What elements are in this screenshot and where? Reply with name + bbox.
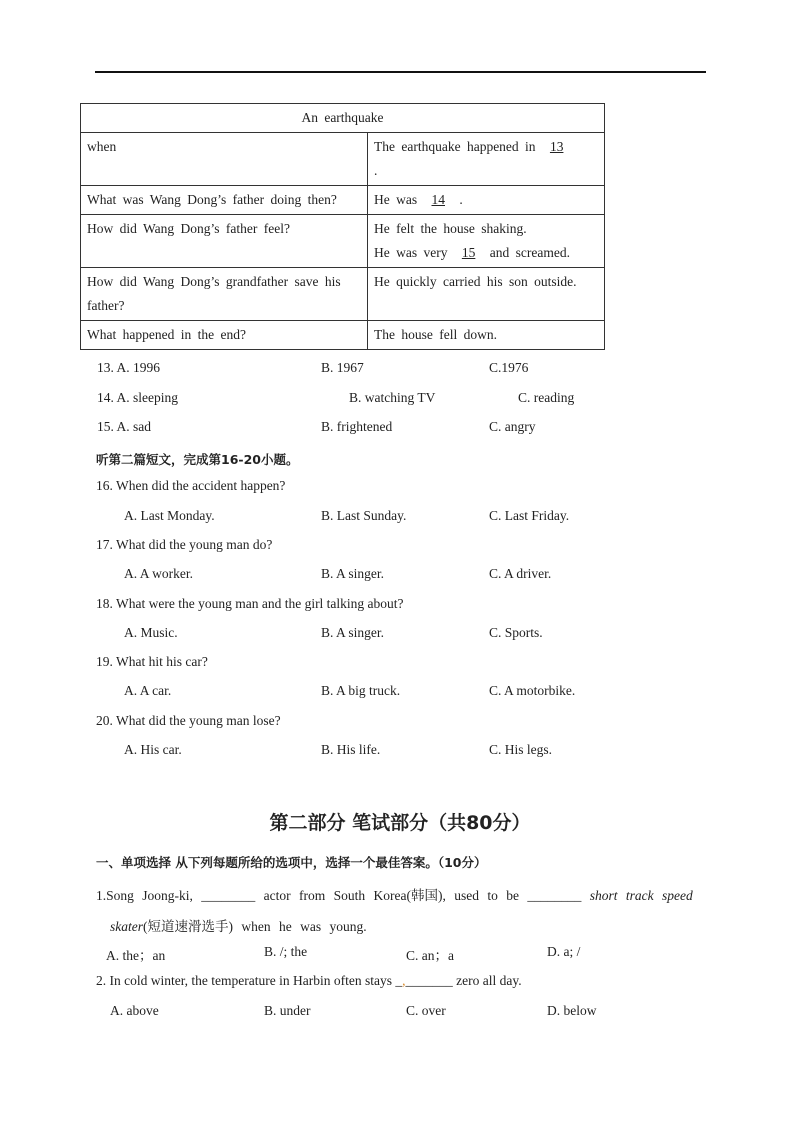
answer-text: . xyxy=(374,163,378,178)
option-1a[interactable]: A. the；an xyxy=(106,948,166,963)
option-17b[interactable]: B. A singer. xyxy=(321,566,385,581)
option-1b[interactable]: B. /; the xyxy=(264,944,308,959)
table-question: How did Wang Dong’s grandfather save his father? xyxy=(81,268,368,321)
section-one-heading: 一、单项选择 从下列每题所给的选项中，选择一个最佳答案。（10分） xyxy=(96,855,487,870)
option-1d[interactable]: D. a; / xyxy=(547,944,581,959)
table-row xyxy=(81,186,605,215)
option-20a[interactable]: A. His car. xyxy=(124,742,182,757)
option-15a[interactable]: 15. A. sad xyxy=(97,419,151,434)
question-16: 16. When did the accident happen? xyxy=(96,478,286,493)
table-answer xyxy=(368,186,605,215)
option-20c[interactable]: C. His legs. xyxy=(489,742,553,757)
answer-text: and screamed. xyxy=(489,245,570,260)
answer-text: The earthquake happened in xyxy=(374,139,536,154)
option-20b[interactable]: B. His life. xyxy=(321,742,381,757)
table-row xyxy=(81,133,605,186)
option-15c[interactable]: C. angry xyxy=(489,419,536,434)
question-1-line1 xyxy=(96,884,693,904)
earthquake-table xyxy=(80,103,605,350)
option-14c[interactable]: C. reading xyxy=(518,390,575,405)
table-question: How did Wang Dong’s father feel? xyxy=(81,215,368,268)
table-row xyxy=(81,321,605,350)
answer-text: . xyxy=(459,192,463,207)
option-13c[interactable]: C.1976 xyxy=(489,360,529,375)
option-17a[interactable]: A. A worker. xyxy=(124,566,193,581)
option-16c[interactable]: C. Last Friday. xyxy=(489,508,570,523)
answer-blank[interactable]: ________ xyxy=(527,888,582,903)
option-1c[interactable]: C. an；a xyxy=(406,948,454,963)
blank-14: 14 xyxy=(431,192,445,207)
table-question: What was Wang Dong’s father doing then? xyxy=(81,186,368,215)
option-2d[interactable]: D. below xyxy=(547,1003,597,1018)
option-18a[interactable]: A. Music. xyxy=(124,625,178,640)
table-answer: The house fell down. xyxy=(368,321,605,350)
q1-text: actor from South Korea(韩国), used to be xyxy=(263,888,519,903)
blank-13: 13 xyxy=(549,139,564,154)
table-row xyxy=(81,215,605,268)
q2-text: 2. In cold winter, the temperature in Harbin often stays xyxy=(96,973,392,988)
option-2c[interactable]: C. over xyxy=(406,1003,446,1018)
option-17c[interactable]: C. A driver. xyxy=(489,566,552,581)
option-13b[interactable]: B. 1967 xyxy=(321,360,364,375)
option-19b[interactable]: B. A big truck. xyxy=(321,683,401,698)
option-19a[interactable]: A. A car. xyxy=(124,683,172,698)
table-answer xyxy=(368,133,605,186)
section2-heading: 听第二篇短文，完成第16-20小题。 xyxy=(96,452,299,467)
table-title: An earthquake xyxy=(81,104,605,133)
option-15b[interactable]: B. frightened xyxy=(321,419,393,434)
table-answer: He quickly carried his son outside. xyxy=(368,268,605,321)
option-18c[interactable]: C. Sports. xyxy=(489,625,543,640)
question-17: 17. What did the young man do? xyxy=(96,537,273,552)
table-question: when xyxy=(81,133,368,186)
table-question: What happened in the end? xyxy=(81,321,368,350)
table-row xyxy=(81,268,605,321)
question-2 xyxy=(96,973,522,989)
question-19: 19. What hit his car? xyxy=(96,654,208,669)
option-2b[interactable]: B. under xyxy=(264,1003,311,1018)
q2-text: zero all day. xyxy=(456,973,522,988)
question-20: 20. What did the young man lose? xyxy=(96,713,281,728)
answer-text: He was very xyxy=(374,245,448,260)
option-16a[interactable]: A. Last Monday. xyxy=(124,508,215,523)
part2-title: 第二部分 笔试部分（共80分） xyxy=(269,812,531,834)
option-16b[interactable]: B. Last Sunday. xyxy=(321,508,407,523)
answer-blank[interactable]: _,_______ xyxy=(395,973,453,988)
blank-15: 15 xyxy=(461,245,476,260)
q1-text: short track speed xyxy=(589,888,693,903)
top-rule xyxy=(95,71,706,73)
answer-text: He was xyxy=(374,192,418,207)
q1-text: skater xyxy=(110,919,143,934)
option-14b[interactable]: B. watching TV xyxy=(349,390,436,405)
question-1-line2 xyxy=(110,915,367,935)
q1-text: (短道速滑选手) when he was young. xyxy=(143,919,367,934)
answer-text: He felt the house shaking. xyxy=(374,221,527,236)
option-19c[interactable]: C. A motorbike. xyxy=(489,683,576,698)
answer-blank[interactable]: ________ xyxy=(201,888,256,903)
option-14a[interactable]: 14. A. sleeping xyxy=(97,390,178,405)
option-18b[interactable]: B. A singer. xyxy=(321,625,385,640)
option-2a[interactable]: A. above xyxy=(110,1003,159,1018)
q1-text: 1.Song Joong-ki, xyxy=(96,888,193,903)
question-18: 18. What were the young man and the girl talking about? xyxy=(96,596,404,611)
option-13a[interactable]: 13. A. 1996 xyxy=(97,360,161,375)
table-answer xyxy=(368,215,605,268)
